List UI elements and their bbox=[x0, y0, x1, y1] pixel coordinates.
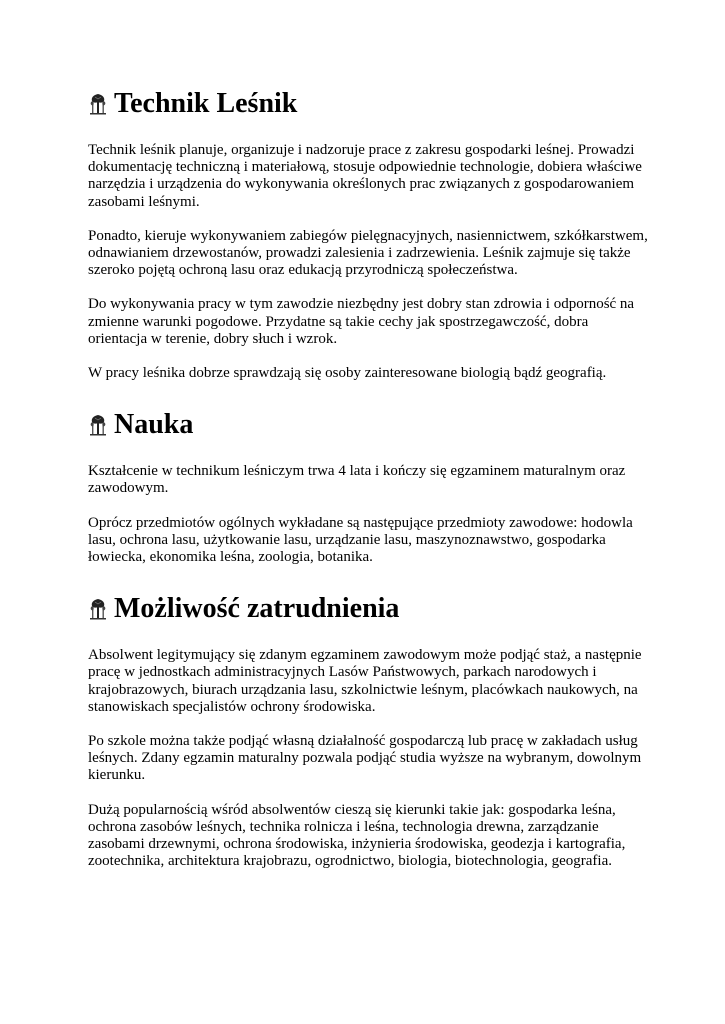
paragraph: Po szkole można także podjąć własną działalność gospodarczą lub pracę w zakładach usług leśnych. Zdany egzamin maturalny pozwala podjąć studia wyższe na wybranym, dowolnym kierunku. bbox=[88, 733, 642, 784]
tree-icon bbox=[88, 93, 108, 115]
section-title: Nauka bbox=[114, 409, 194, 441]
paragraph: Kształcenie w technikum leśniczym trwa 4 lata i kończy się egzaminem maturalnym oraz zawodowym. bbox=[88, 463, 626, 497]
paragraph: Ponadto, kieruje wykonywaniem zabiegów pielęgnacyjnych, nasiennictwem, szkółkarstwem, odnawianiem drzewostanów, prowadzi zalesienia i zadrzewienia. Leśnik zajmuje się także szeroko pojętą ochroną lasu oraz edukacją przyrodniczą społeczeństwa. bbox=[88, 227, 648, 279]
tree-icon bbox=[88, 598, 108, 620]
section-heading-nauka bbox=[88, 405, 648, 445]
section-heading-mozliwosc-zatrudnienia bbox=[88, 589, 648, 629]
paragraph: Do wykonywania pracy w tym zawodzie niezbędny jest dobry stan zdrowia i odporność na zmienne warunki pogodowe. Przydatne są takie cechy jak spostrzegawczość, dobra orientacja w terenie, dobry słuch i wzrok. bbox=[88, 296, 635, 347]
section-heading-technik-lesnik bbox=[88, 84, 648, 124]
tree-icon bbox=[88, 414, 108, 436]
paragraph: Oprócz przedmiotów ogólnych wykładane są następujące przedmioty zawodowe: hodowla lasu, ochrona lasu, użytkowanie lasu, urządzanie lasu, maszynoznawstwo, gospodarka łowiecka, ekonomika leśna, zoologia, botanika. bbox=[88, 514, 633, 566]
paragraph: Absolwent legitymujący się zdanym egzaminem zawodowym może podjąć staż, a następnie pracę w jednostkach administracyjnych Lasów Państwowych, parkach narodowych i krajobrazowych, biurach urządzania lasu, szkolnictwie leśnym, placówkach naukowych, na stanowiskach specjalistów ochrony środowiska. bbox=[88, 647, 642, 715]
document-page bbox=[88, 84, 648, 870]
section-title: Technik Leśnik bbox=[114, 88, 298, 119]
section-title: Możliwość zatrudnienia bbox=[114, 593, 400, 625]
paragraph: Technik leśnik planuje, organizuje i nadzoruje prace z zakresu gospodarki leśnej. Prowadzi dokumentację techniczną i materiałową, stosuje odpowiednie technologie, dobiera właściwe narzędzia i urządzenia do wykonywania określonych prac związanych z gospodarowaniem zasobami leśnymi. bbox=[88, 142, 642, 210]
paragraph: Dużą popularnością wśród absolwentów cieszą się kierunki takie jak: gospodarka leśna, ochrona zasobów leśnych, technika rolnicza i leśna, technologia drewna, zarządzanie zasobami drzewnymi, ochrona środowiska, inżynieria środowiska, geodezja i kartografia, zootechnika, architektura krajobrazu, ogrodnictwo, biologia, biotechnologia, geografia. bbox=[88, 801, 626, 870]
paragraph: W pracy leśnika dobrze sprawdzają się osoby zainteresowane biologią bądź geografią. bbox=[88, 365, 607, 382]
